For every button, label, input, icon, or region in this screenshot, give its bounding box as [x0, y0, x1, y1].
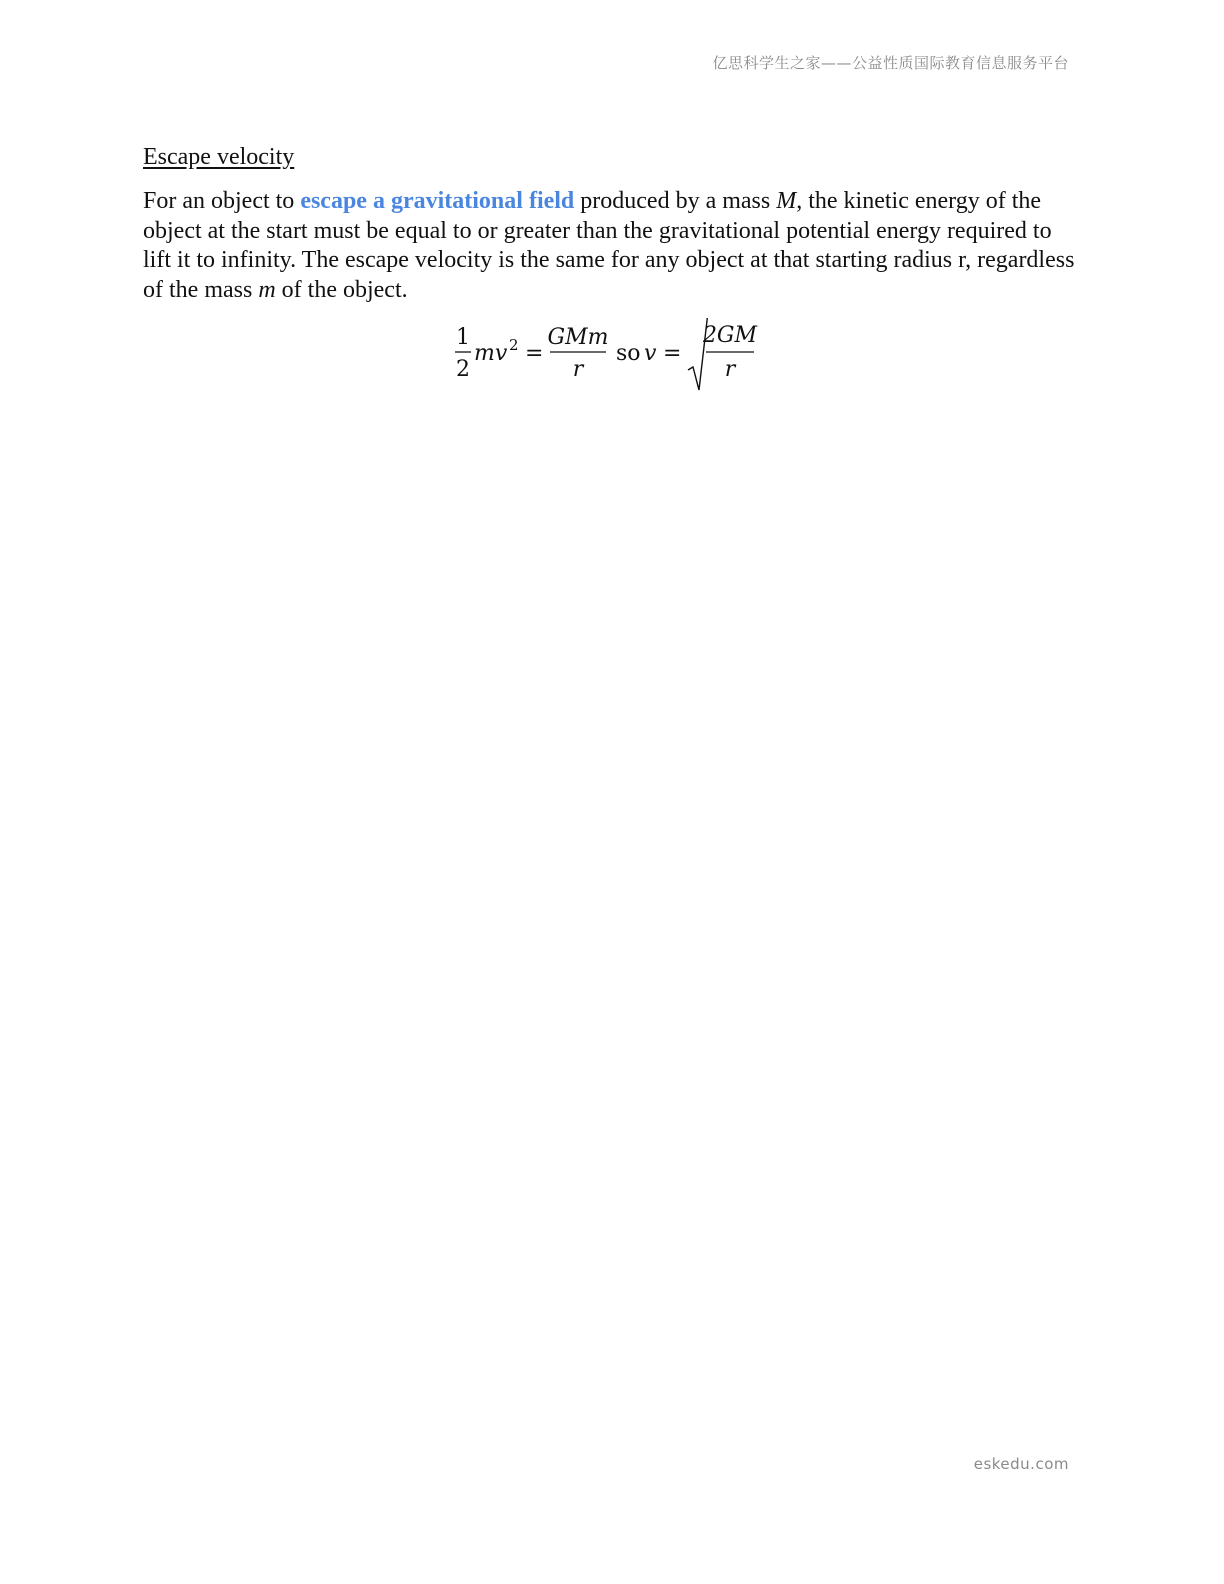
footer-brand: eskedu.com: [973, 1455, 1069, 1473]
variable-v: v: [644, 341, 657, 366]
paragraph-end: of the object.: [275, 276, 408, 303]
document-content: [143, 141, 1078, 305]
half-denominator: 2: [456, 357, 470, 382]
paragraph-middle: , the kinetic energy of the object at the start must be equal to or greater than the gravitational potential energy required to lift it to infinity. The escape velocity is the same for any object at that starting radius r, regardless of the mass: [143, 188, 1075, 303]
body-paragraph: [143, 187, 1078, 305]
highlight-phrase: escape a gravitational field: [300, 188, 575, 214]
half-numerator: 1: [456, 325, 470, 350]
escape-velocity-equation: [450, 318, 770, 398]
section-heading: Escape velocity: [143, 144, 295, 170]
frac2-denominator: r: [724, 357, 736, 382]
word-so: so: [616, 341, 641, 366]
lhs-mv: mv: [474, 341, 508, 366]
equals-sign-1: =: [525, 341, 544, 366]
lhs-exponent: 2: [509, 336, 519, 354]
frac1-numerator: GMm: [547, 325, 609, 350]
header-brand: 亿思科学生之家——公益性质国际教育信息服务平台: [712, 54, 1069, 72]
frac2-numerator: 2GM: [702, 323, 758, 348]
variable-m: m: [258, 276, 276, 303]
equals-sign-2: =: [663, 341, 682, 366]
paragraph-after-highlight: produced by a mass: [574, 188, 777, 214]
frac1-denominator: r: [572, 357, 584, 382]
paragraph-intro: For an object to: [143, 188, 301, 214]
variable-M: M: [776, 188, 797, 214]
